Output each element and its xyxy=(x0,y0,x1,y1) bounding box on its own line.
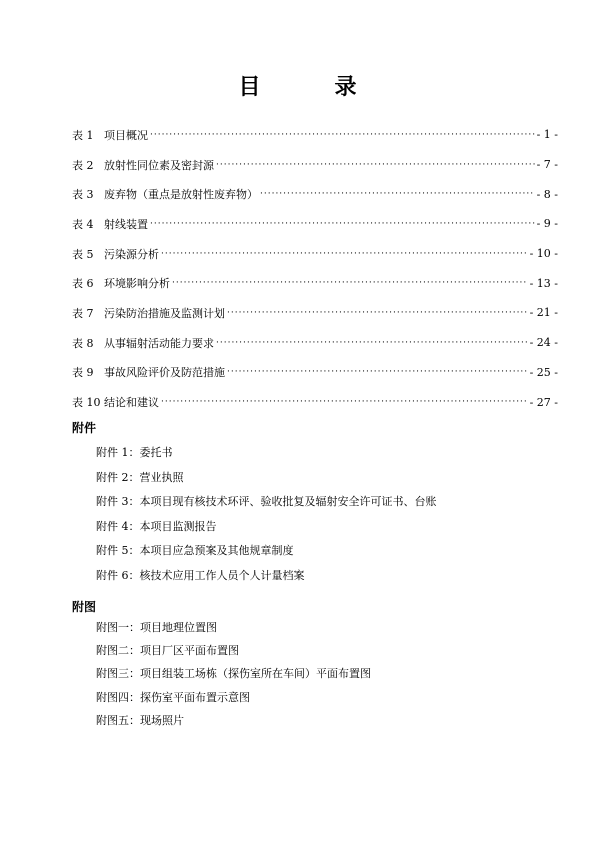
figure-item[interactable]: 附图一：项目地理位置图 xyxy=(96,621,217,634)
toc-entry-page: - 9 - xyxy=(536,217,558,231)
toc-entry-number: 表 8 xyxy=(72,336,94,350)
toc-entry[interactable] xyxy=(72,209,558,239)
toc-entry[interactable] xyxy=(72,239,558,269)
toc-entry-page: - 13 - xyxy=(529,276,558,290)
attachments-heading: 附件 xyxy=(72,421,97,435)
toc-entry-page: - 24 - xyxy=(529,336,558,350)
page-title: 目 录 xyxy=(238,75,383,100)
toc-entry-number: 表 3 xyxy=(72,188,94,202)
toc-dot-leader xyxy=(161,249,528,259)
toc-entry[interactable] xyxy=(72,268,558,298)
toc-entry-label: 环境影响分析 xyxy=(104,277,170,291)
attachment-item[interactable]: 附件 4：本项目监测报告 xyxy=(96,519,217,533)
toc-dot-leader xyxy=(227,367,528,377)
toc-entry[interactable] xyxy=(72,358,558,388)
toc-dot-leader xyxy=(216,160,535,170)
figure-item[interactable]: 附图五：现场照片 xyxy=(96,713,184,727)
toc-entry-page: - 21 - xyxy=(529,306,558,320)
toc-dot-leader xyxy=(172,278,528,288)
figures-list xyxy=(96,616,371,732)
toc-entry-number: 表 10 xyxy=(72,396,101,410)
toc-entry[interactable] xyxy=(72,298,558,328)
table-of-contents xyxy=(72,120,558,417)
toc-entry-number: 表 4 xyxy=(72,217,94,231)
figure-item[interactable]: 附图三：项目组装工场栋（探伤室所在车间）平面布置图 xyxy=(96,667,371,681)
toc-entry[interactable] xyxy=(72,179,558,209)
toc-entry-label: 废弃物（重点是放射性废弃物） xyxy=(104,188,258,202)
toc-entry-label: 污染防治措施及监测计划 xyxy=(104,306,225,320)
figure-item[interactable]: 附图二：项目厂区平面布置图 xyxy=(96,644,239,658)
toc-entry[interactable] xyxy=(72,387,558,417)
toc-dot-leader xyxy=(216,338,528,348)
toc-entry-page: - 8 - xyxy=(536,187,558,201)
toc-dot-leader xyxy=(161,397,528,407)
toc-entry-label: 事故风险评价及防范措施 xyxy=(104,366,225,380)
toc-entry-number: 表 2 xyxy=(72,158,94,172)
toc-dot-leader xyxy=(227,308,528,318)
toc-entry-label: 从事辐射活动能力要求 xyxy=(104,336,214,350)
toc-entry-number: 表 6 xyxy=(72,277,94,291)
toc-entry-number: 表 1 xyxy=(72,128,94,142)
figures-heading: 附图 xyxy=(72,600,97,614)
toc-dot-leader xyxy=(150,130,535,140)
toc-entry-label: 结论和建议 xyxy=(104,396,159,410)
attachment-item[interactable]: 附件 3：本项目现有核技术环评、验收批复及辐射安全许可证书、台账 xyxy=(96,495,437,509)
toc-entry-page: - 27 - xyxy=(529,395,558,409)
toc-entry-label: 放射性同位素及密封源 xyxy=(104,158,214,172)
attachments-list xyxy=(96,441,437,589)
toc-entry-number: 表 7 xyxy=(72,306,94,320)
attachment-item[interactable]: 附件 2：营业执照 xyxy=(96,470,184,484)
toc-entry-page: - 1 - xyxy=(536,128,558,142)
toc-dot-leader xyxy=(150,219,535,229)
toc-entry-label: 射线装置 xyxy=(104,217,148,231)
attachment-item[interactable]: 附件 5：本项目应急预案及其他规章制度 xyxy=(96,544,294,558)
toc-entry-page: - 10 - xyxy=(529,247,558,261)
attachment-item[interactable]: 附件 6：核技术应用工作人员个人计量档案 xyxy=(96,568,305,582)
attachment-item[interactable]: 附件 1：委托书 xyxy=(96,446,173,459)
toc-entry-number: 表 9 xyxy=(72,366,94,380)
figure-item[interactable]: 附图四：探伤室平面布置示意图 xyxy=(96,690,250,704)
toc-entry-page: - 25 - xyxy=(529,365,558,379)
toc-entry-page: - 7 - xyxy=(536,158,558,172)
toc-entry[interactable] xyxy=(72,150,558,180)
toc-entry[interactable] xyxy=(72,328,558,358)
toc-dot-leader xyxy=(260,189,535,199)
toc-entry-label: 污染源分析 xyxy=(104,247,159,261)
toc-entry-number: 表 5 xyxy=(72,247,94,261)
toc-entry-label: 项目概况 xyxy=(104,128,148,142)
toc-entry[interactable] xyxy=(72,120,558,150)
